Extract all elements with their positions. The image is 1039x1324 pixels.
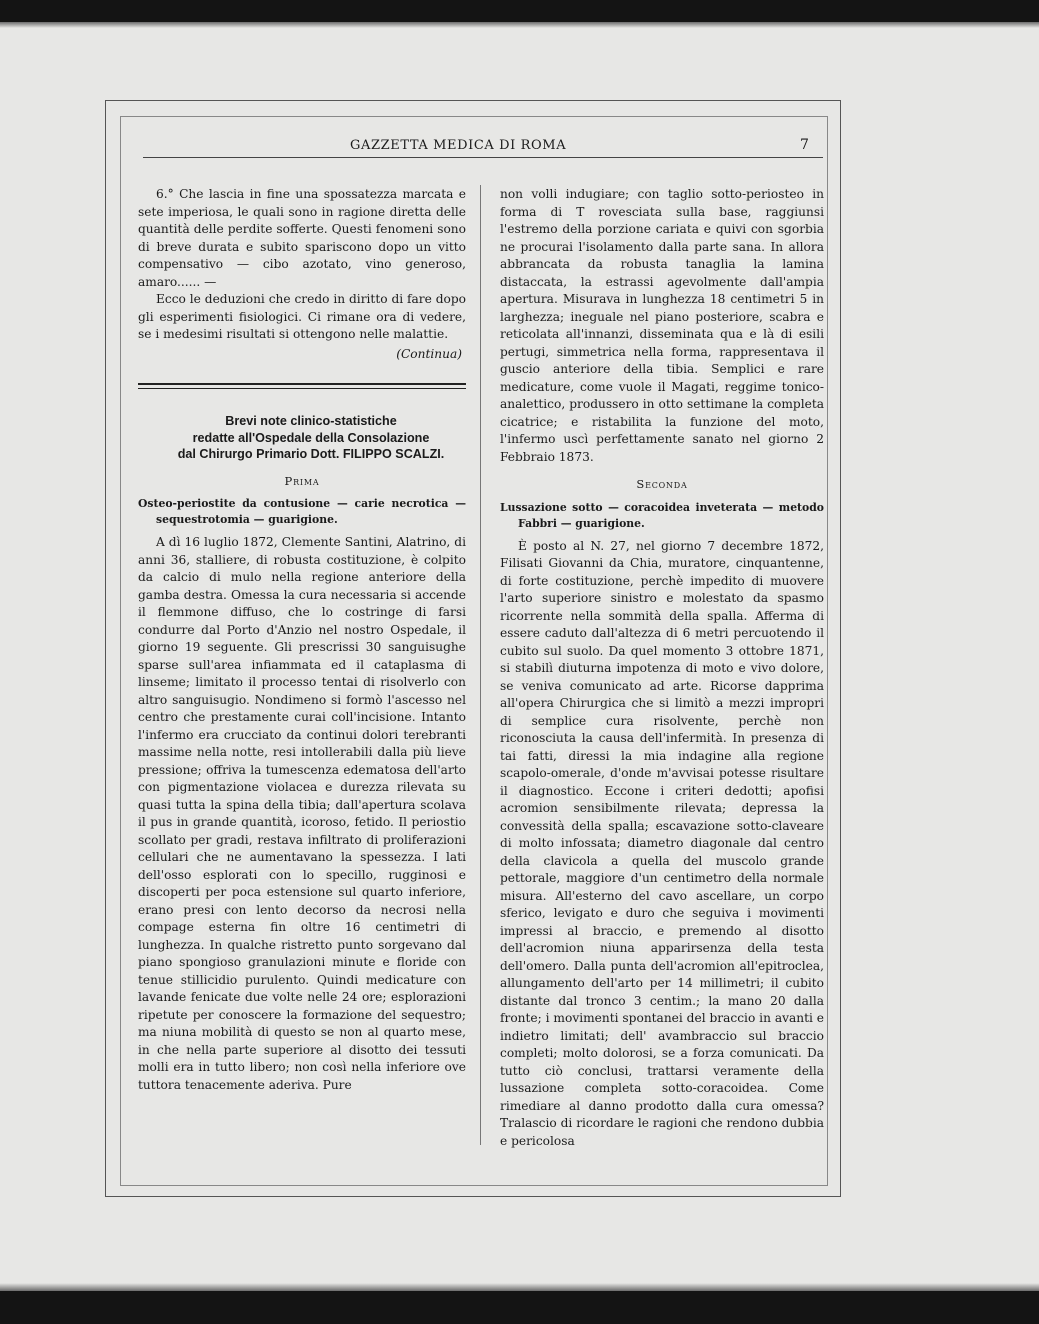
right-column [500,186,824,1150]
case-subtitle-second: Lussazione sotto — coracoidea inveterata — metodo Fabbri — guarigione. [500,500,824,530]
article-heading-line-2: redatte all'Ospedale della Consolazione [192,430,430,445]
scan-border-top [0,0,1039,22]
column-divider [480,185,481,1145]
case-body-second: È posto al N. 27, nel giorno 7 decembre 1872, Filisati Giovanni da Chia, muratore, cinquantenne, di forte costituzione, perchè impedito di muovere l'arto superiore sinistro e molestato da spasmo ricorrente nella sommità della spalla. Afferma di essere caduto dall'altezza di 6 metri percuotendo il cubito sul suolo. Da quel momento 3 ottobre 1871, si stabilì diuturna impotenza di moto e vivo dolore, se veniva comunicato ad arte. Ricorse dapprima all'opera Chirurgica che si limitò a mezzi impropri di semplice cura risolvente, perchè non riconosciuta la causa dell'infermità. In presenza di tai fatti, diressi la mia indagine alla regione scapolo-omerale, d'onde m'avvisai potesse risultare il diagnostico. Eccone i criteri dedotti; apofisi acromion sensibilmente rilevata; depressa la convessità della spalla; escavazione sotto-claveare di molto infossata; diametro diagonale dal centro della clavicola a quella del muscolo grande pettorale, maggiore d'un centimetro della normale misura. All'esterno del cavo ascellare, un corpo sferico, levigato e duro che seguiva i movimenti impressi al braccio, e premendo al disotto dell'acromion niuna apparirsenza della testa dell'omero. Dalla punta dell'acromion all'epitroclea, allungamento dell'arto per 14 millimetri; il cubito distante dal tronco 3 centim.; la mano 20 dalla fronte; i movimenti spontanei del braccio in avanti e indietro limitati; dell' avambraccio sul braccio completi; molto dolorosi, se a forza comunicati. Da tutto ciò conclusi, trattarsi veramente della lussazione completa sotto-coracoidea. Come rimediare al danno prodotto dalla cura omessa? Tralascio di ricordare le ragioni che rendono dubbia e pericolosa [500,538,824,1148]
scan-border-top-shadow [0,22,1039,28]
intro-paragraph-2: Ecco le deduzioni che credo in diritto di fare dopo gli esperimenti fisiologici. Ci rimane ora di vedere, se i medesimi risultati si ottengono nelle malattie. [138,292,466,341]
scan-border-bottom [0,1291,1039,1324]
case-body-first: A dì 16 luglio 1872, Clemente Santini, Alatrino, di anni 36, stalliere, di robusta costituzione, è colpito da calcio di mulo nella regione anteriore della gamba destra. Omessa la cura necessaria si accende il flemmone diffuso, che lo costringe di farsi condurre dal Porto d'Anzio nel nostro Ospedale, il giorno 19 seguente. Gli prescrissi 30 sanguisughe sparse sull'area infiammata ed il cataplasma di linseme; limitato il processo tentai di risolverlo con altro sanguisugio. Nondimeno si formò l'ascesso nel centro che prestamente curai coll'incisione. Intanto l'infermo era crucciato da continui dolori terebranti massime nella notte, resi intollerabili dalla più lieve pressione; offriva la tumescenza edematosa dell'arto con pigmentazione violacea e durezza rilevata su quasi tutta la spina della tibia; dall'apertura scolava il pus in grande quantità, icoroso, fetido. Il periostio scollato per gradi, restava infiltrato di proliferazioni cellulari che ne aumentavano la spessezza. I lati dell'osso esplorati con lo specillo, rugginosi e discoperti per poca estensione sul quarto inferiore, erano presi con lento decorso da necrosi nella compage esterna fin oltre 16 centimetri di lunghezza. In qualche ristretto punto sorgevano dal piano spongioso granulazioni minute e floride con tenue stillicidio purulento. Quindi medicature con lavande fenicate due volte nelle 24 ore; esplorazioni ripetute per conoscere la formazione del sequestro; ma niuna mobilità di questo se non al quarto mese, in che nella parte superiore al disotto dei tessuti molli era in tutto libero; non così nella inferiore ove tuttora tenacemente aderiva. Pure [138,535,466,1092]
intro-paragraph-1: 6.° Che lascia in fine una spossatezza marcata e sete imperiosa, le quali sono in ragione diretta delle quantità delle perdite sofferte. Questi fenomeni sono di breve durata e subito spariscono dopo un vitto compensativo — cibo azotato, vino generoso, amaro...... — [138,187,466,289]
article-heading [138,413,466,463]
running-header-title: GAZZETTA MEDICA DI ROMA [350,138,567,153]
page-number: 7 [800,137,809,153]
case-title-first: Prima [284,473,320,488]
article-heading-line-1: Brevi note clinico-statistiche [225,414,397,428]
continua-note: (Continua) [396,346,462,361]
case-subtitle-first: Osteo-periostite da contusione — carie necrotica — sequestrotomia — guarigione. [138,497,466,526]
section-separator-rule [138,383,466,389]
case-body-first-continued: non volli indugiare; con taglio sotto-periosteo in forma di T rovesciata sulla base, raggiunsi l'estremo della porzione cariata e quivi con sgorbia ne procurai l'isolamento dalla parte sana. In allora abbrancata da robusta tanaglia la lamina distaccata, la estrassi agevolmente dall'ampia apertura. Misurava in lunghezza 18 centimetri 5 in larghezza; ineguale nel piano posteriore, scabra e reticolata all'innanzi, disseminata qua e là di esili pertugi, simmetrica nella forma, rappresentava il guscio anteriore della tibia. Semplici e rare medicature, come vuole il Magati, reggime tonico-analettico, produssero in otto settimane la completa cicatrice; e ristabilita la funzione del moto, l'infermo uscì perfettamente sanato nel giorno 2 Febbraio 1873. [500,187,824,464]
header-rule [143,157,823,158]
case-title-second: Seconda [636,477,688,491]
left-column [138,186,466,1094]
scan-border-bottom-shadow [0,1283,1039,1291]
article-heading-line-3: dal Chirurgo Primario Dott. FILIPPO SCALZI. [177,447,445,461]
